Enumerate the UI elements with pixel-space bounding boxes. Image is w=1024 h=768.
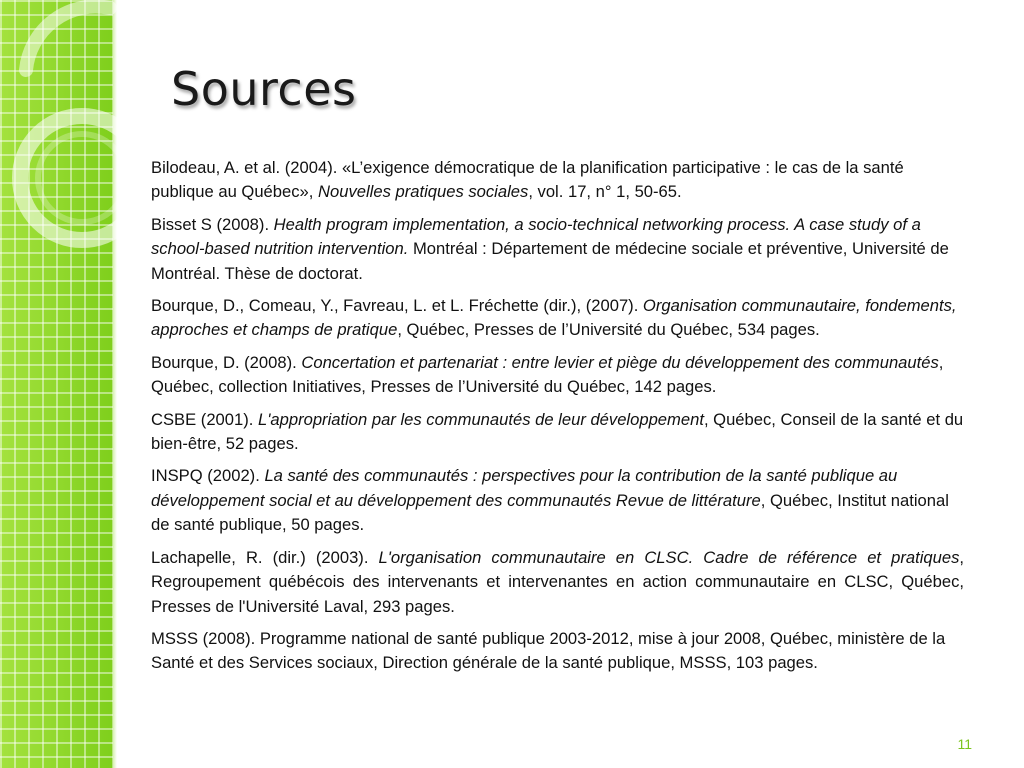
reference-title: Concertation et partenariat : entre levier et piège du développement des communautés (301, 352, 939, 372)
reference-title: Nouvelles pratiques sociales (318, 182, 529, 202)
reference-details: , Québec, collection Initiatives, Presses de l’Université du Québec, 142 pages. (151, 352, 944, 397)
reference-title: La santé des communautés : perspectives pour la contribution de la santé publique au développement social et au développement des communautés Revue de littérature (151, 466, 898, 510)
reference-details: Montréal : Département de médecine sociale et préventive, Université de Montréal. Thèse de doctorat. (151, 239, 949, 283)
reference-details: , Québec, Conseil de la santé et du bien-être, 52 pages. (151, 409, 964, 454)
reference-text: Lachapelle, R. (dir.) (2003). (151, 547, 379, 567)
page-number: 11 (957, 736, 972, 752)
reference-list (151, 156, 964, 684)
reference-item (151, 294, 964, 343)
reference-details: , vol. 17, n° 1, 50-65. (528, 182, 682, 202)
reference-item (151, 408, 964, 457)
reference-text: CSBE (2001). (151, 409, 258, 429)
reference-text: MSSS (2008). Programme national de santé publique 2003-2012, mise à jour 2008, Québec, ministère de la Santé et des Services sociaux, Direction générale de la santé publique, MSSS, 103 pages. (151, 628, 946, 673)
reference-item (151, 464, 964, 537)
decorative-ring-inner (38, 134, 126, 222)
reference-title: L'appropriation par les communautés de leur développement (257, 409, 704, 429)
reference-item (151, 156, 964, 205)
reference-details: , Québec, Presses de l’Université du Québec, 534 pages. (397, 320, 820, 340)
reference-title: Organisation communautaire, fondements, approches et champs de pratique (151, 296, 957, 340)
reference-item (151, 351, 964, 400)
slide-title: Sources (171, 62, 357, 116)
reference-details: , Québec, Institut national de santé publique, 50 pages. (151, 490, 949, 535)
reference-item (151, 546, 964, 619)
reference-text: INSPQ (2002). (151, 466, 265, 486)
reference-item (151, 213, 964, 286)
reference-title: L'organisation communautaire en CLSC. Cadre de référence et pratiques (378, 547, 960, 567)
reference-text: Bisset S (2008). (151, 214, 274, 234)
reference-details: , Regroupement québécois des intervenants et intervenantes en action communautaire en CLSC, Québec, Presses de l'Université Laval, 293 pages. (151, 547, 964, 616)
reference-text: Bilodeau, A. et al. (2004). «L’exigence démocratique de la planification participative : le cas de la santé publique au Québec», (151, 158, 904, 202)
reference-title: Health program implementation, a socio-technical networking process. A case study of a school-based nutrition intervention. (151, 214, 921, 259)
reference-text: Bourque, D., Comeau, Y., Favreau, L. et L. Fréchette (dir.), (2007). (151, 296, 643, 316)
reference-text: Bourque, D. (2008). (151, 352, 302, 372)
decorative-arc (26, 7, 110, 70)
reference-item (151, 627, 964, 676)
